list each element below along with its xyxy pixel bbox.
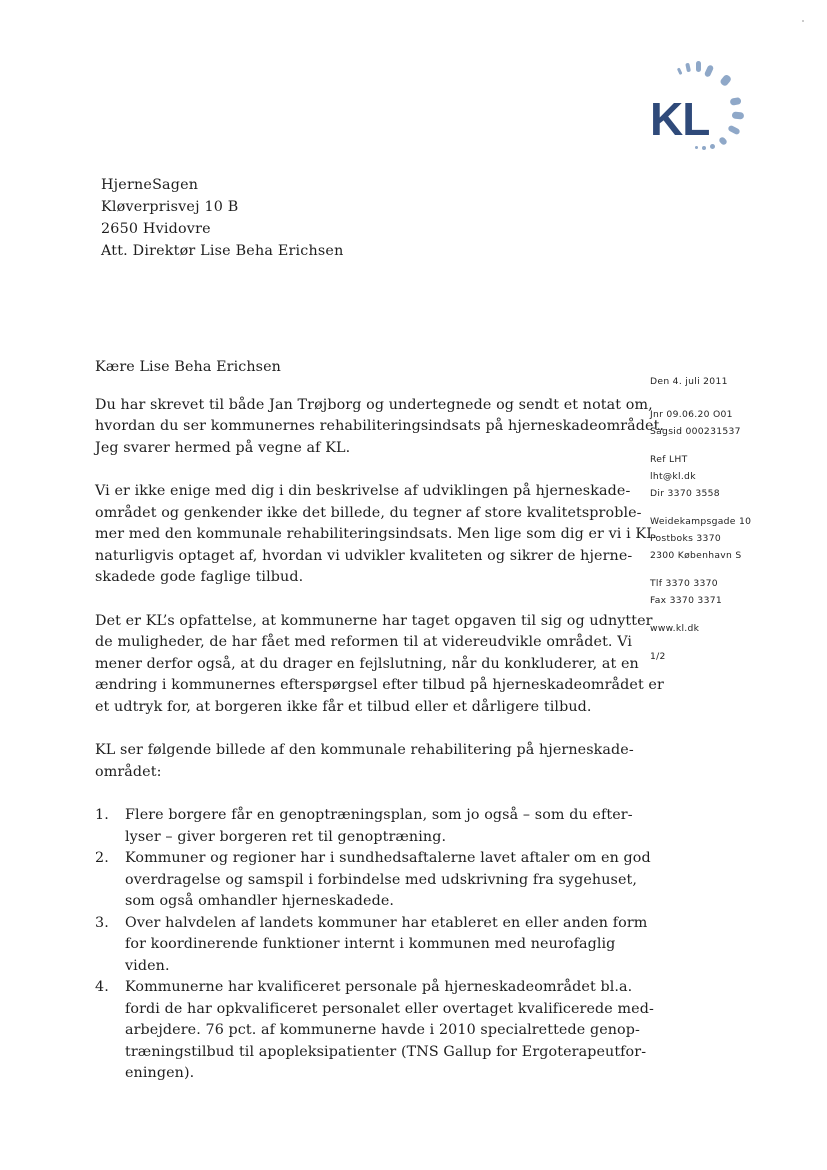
phone: Tlf 3370 3370 bbox=[650, 578, 718, 589]
recipient-street: Kløverprisvej 10 B bbox=[101, 199, 239, 215]
text-line: viden. bbox=[125, 957, 170, 974]
text-line: Det er KL’s opfattelse, at kommunerne har taget opgaven til sig og udnytter bbox=[95, 612, 653, 629]
list-number: 4. bbox=[95, 979, 109, 995]
text-line: mener derfor også, at du drager en fejlslutning, når du konkluderer, at en bbox=[95, 655, 639, 672]
kl-logo bbox=[648, 56, 758, 160]
list-item bbox=[95, 913, 648, 978]
text-line: ændring i kommunernes efterspørgsel efter tilbud på hjerneskadeområdet er bbox=[95, 677, 664, 693]
list-number: 2. bbox=[95, 850, 109, 866]
text-line: for koordinerende funktioner internt i kommunen med neurofaglig bbox=[125, 936, 616, 952]
list-item bbox=[95, 805, 633, 848]
paragraph-1 bbox=[95, 395, 665, 460]
text-line: området og genkender ikke det billede, du tegner af store kvalitetsproble- bbox=[95, 504, 642, 521]
paragraph-2 bbox=[95, 481, 656, 589]
salutation: Kære Lise Beha Erichsen bbox=[95, 359, 281, 375]
fax: Fax 3370 3371 bbox=[650, 595, 723, 606]
journal-number: Jnr 09.06.20 O01 bbox=[650, 409, 733, 420]
list-item bbox=[95, 848, 651, 913]
text-line: de muligheder, de har fået med reformen til at videreudvikle området. Vi bbox=[95, 634, 633, 650]
text-line: området: bbox=[95, 763, 162, 780]
text-line: overdragelse og samspil i forbindelse med udskrivning fra sygehuset, bbox=[125, 871, 637, 888]
letter-date: Den 4. juli 2011 bbox=[650, 376, 728, 387]
text-line: fordi de har opkvalificeret personalet eller overtaget kvalificerede med- bbox=[125, 1000, 654, 1017]
scan-speck bbox=[802, 20, 804, 22]
case-id: Sagsid 000231537 bbox=[650, 426, 741, 437]
text-line: træningstilbud til apopleksipatienter (TNS Gallup for Ergoterapeutfor- bbox=[125, 1043, 647, 1060]
text-line: Kommunerne har kvalificeret personale på hjerneskadeområdet bl.a. bbox=[125, 979, 633, 995]
recipient-address bbox=[101, 174, 344, 262]
text-line: lyser – giver borgeren ret til genoptræning. bbox=[125, 828, 447, 845]
postbox: Postboks 3370 bbox=[650, 533, 721, 544]
text-line: eningen). bbox=[125, 1065, 195, 1081]
list-number: 1. bbox=[95, 807, 109, 823]
text-line: Flere borgere får en genoptræningsplan, som jo også – som du efter- bbox=[125, 807, 633, 823]
text-line: hvordan du ser kommunernes rehabiliteringsindsats på hjerneskadeområdet. bbox=[95, 418, 665, 434]
text-line: Kommuner og regioner har i sundhedsaftalerne lavet aftaler om en god bbox=[125, 850, 651, 866]
text-line: mer med den kommunale rehabiliteringsindsats. Men lige som dig er vi i KL bbox=[95, 526, 656, 542]
numbered-list bbox=[95, 805, 654, 1085]
page-number: 1/2 bbox=[650, 651, 666, 662]
text-line: som også omhandler hjerneskadede. bbox=[125, 893, 395, 909]
list-number: 3. bbox=[95, 914, 109, 931]
text-line: Over halvdelen af landets kommuner har etableret en eller anden form bbox=[125, 914, 648, 931]
text-line: KL ser følgende billede af den kommunale rehabilitering på hjerneskade- bbox=[95, 742, 634, 758]
reference: Ref LHT bbox=[650, 454, 688, 465]
kl-logo-graphic bbox=[648, 56, 758, 160]
website: www.kl.dk bbox=[650, 623, 700, 634]
text-line: Jeg svarer hermed på vegne af KL. bbox=[95, 439, 351, 456]
list-item bbox=[95, 977, 654, 1085]
text-line: et udtryk for, at borgeren ikke får et tilbud eller et dårligere tilbud. bbox=[95, 698, 592, 715]
direct-phone: Dir 3370 3558 bbox=[650, 488, 720, 499]
postal-city: 2300 København S bbox=[650, 550, 742, 561]
sender-info bbox=[650, 373, 820, 665]
recipient-attention: Att. Direktør Lise Beha Erichsen bbox=[101, 243, 344, 259]
text-line: arbejdere. 76 pct. af kommunerne havde i 2010 specialrettede genop- bbox=[125, 1022, 640, 1038]
text-line: naturligvis optaget af, hvordan vi udvikler kvaliteten og sikrer de hjerne- bbox=[95, 547, 633, 564]
recipient-city: 2650 Hvidovre bbox=[101, 221, 211, 237]
text-line: skadede gode faglige tilbud. bbox=[95, 569, 304, 585]
kl-logo-text: KL bbox=[650, 93, 710, 145]
text-line: Du har skrevet til både Jan Trøjborg og undertegnede og sendt et notat om, bbox=[95, 396, 653, 413]
paragraph-4 bbox=[95, 740, 634, 783]
sender-email: lht@kl.dk bbox=[650, 471, 696, 482]
recipient-name: HjerneSagen bbox=[101, 177, 199, 193]
street-address: Weidekampsgade 10 bbox=[650, 516, 752, 527]
text-line: Vi er ikke enige med dig i din beskrivelse af udviklingen på hjerneskade- bbox=[95, 483, 631, 499]
